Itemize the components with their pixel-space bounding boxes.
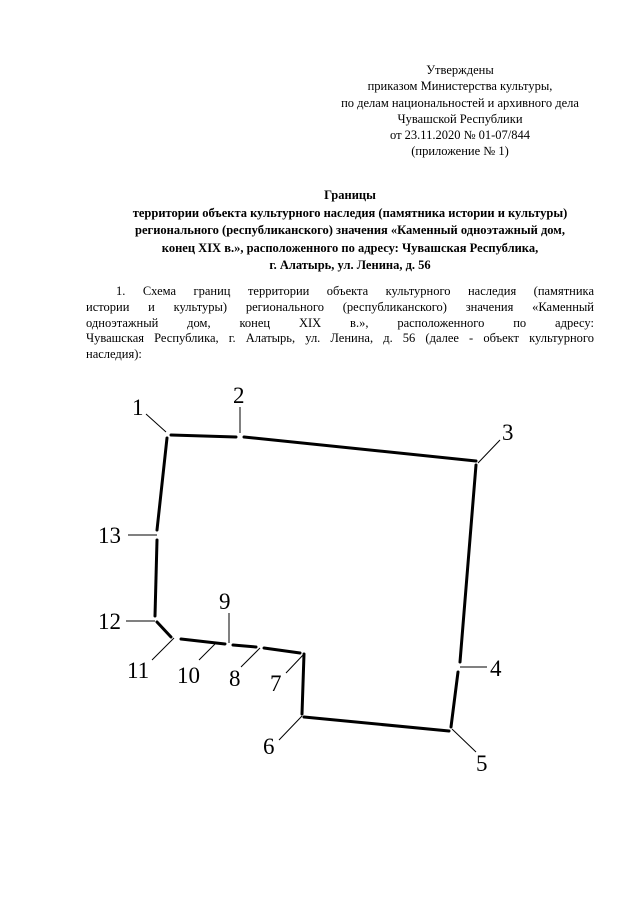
point-label-5: 5 [476,751,488,776]
point-label-7: 7 [270,671,282,696]
boundary-segment-6-7 [302,654,304,714]
approval-line: от 23.11.2020 № 01-07/844 [389,128,531,143]
point-label-1: 1 [132,395,144,420]
boundary-segment-3-4 [460,465,476,662]
leader-line-6 [279,716,302,740]
point-label-12: 12 [98,609,121,634]
point-label-9: 9 [219,589,231,614]
point-label-11: 11 [127,658,150,683]
approval-line: Утверждены [426,63,494,77]
paragraph-line: наследия): [86,347,142,362]
leader-line-8 [241,648,260,667]
boundary-segment-1-2 [171,435,236,437]
point-label-8: 8 [229,666,241,691]
heading-line: территории объекта культурного наследия (памятника истории и культуры) [132,205,568,220]
approval-line: приказом Министерства культуры, [367,79,553,94]
point-label-6: 6 [263,734,275,759]
point-label-4: 4 [490,656,502,681]
leader-line-5 [452,729,476,752]
boundary-segment-8-9 [233,645,256,647]
boundary-segment-9-10 [181,639,225,644]
boundary-segment-4-5 [451,672,458,727]
heading-line: конец XIX в.», расположенного по адресу: Чувашская Республика, [161,240,539,255]
boundary-segment-7-8 [264,648,300,653]
leader-line-1 [146,414,166,432]
heading-line: г. Алатырь, ул. Ленина, д. 56 [269,258,431,272]
boundary-segment-11-12 [157,622,171,637]
approval-line: (приложение № 1) [411,144,509,159]
point-label-3: 3 [502,420,514,445]
paragraph-line: истории и культуры) регионального (республиканского) значения «Каменный [86,299,594,314]
point-label-13: 13 [98,523,121,548]
point-label-10: 10 [177,663,200,688]
leader-line-3 [478,440,500,463]
point-label-2: 2 [233,383,245,408]
heading-line: Границы [324,188,376,202]
approval-line: по делам национальностей и архивного дела [341,95,579,110]
heading-line: регионального (республиканского) значения «Каменный одноэтажный дом, [135,223,565,237]
boundary-segment-12-13 [155,540,157,616]
boundary-segment-13-1 [157,438,167,530]
leader-line-10 [199,644,215,660]
boundary-segment-5-6 [304,717,449,731]
leader-line-11 [152,638,174,660]
paragraph-line: 1. Схема границ территории объекта культурного наследия (памятника [116,284,594,298]
paragraph-line: одноэтажный дом, конец XIX в.», расположенного по адресу: [86,315,594,330]
approval-line: Чувашской Республики [397,111,523,126]
leader-line-7 [286,654,304,673]
boundary-segment-2-3 [244,437,476,461]
paragraph-line: Чувашская Республика, г. Алатырь, ул. Ленина, д. 56 (далее - объект культурного [86,331,594,346]
